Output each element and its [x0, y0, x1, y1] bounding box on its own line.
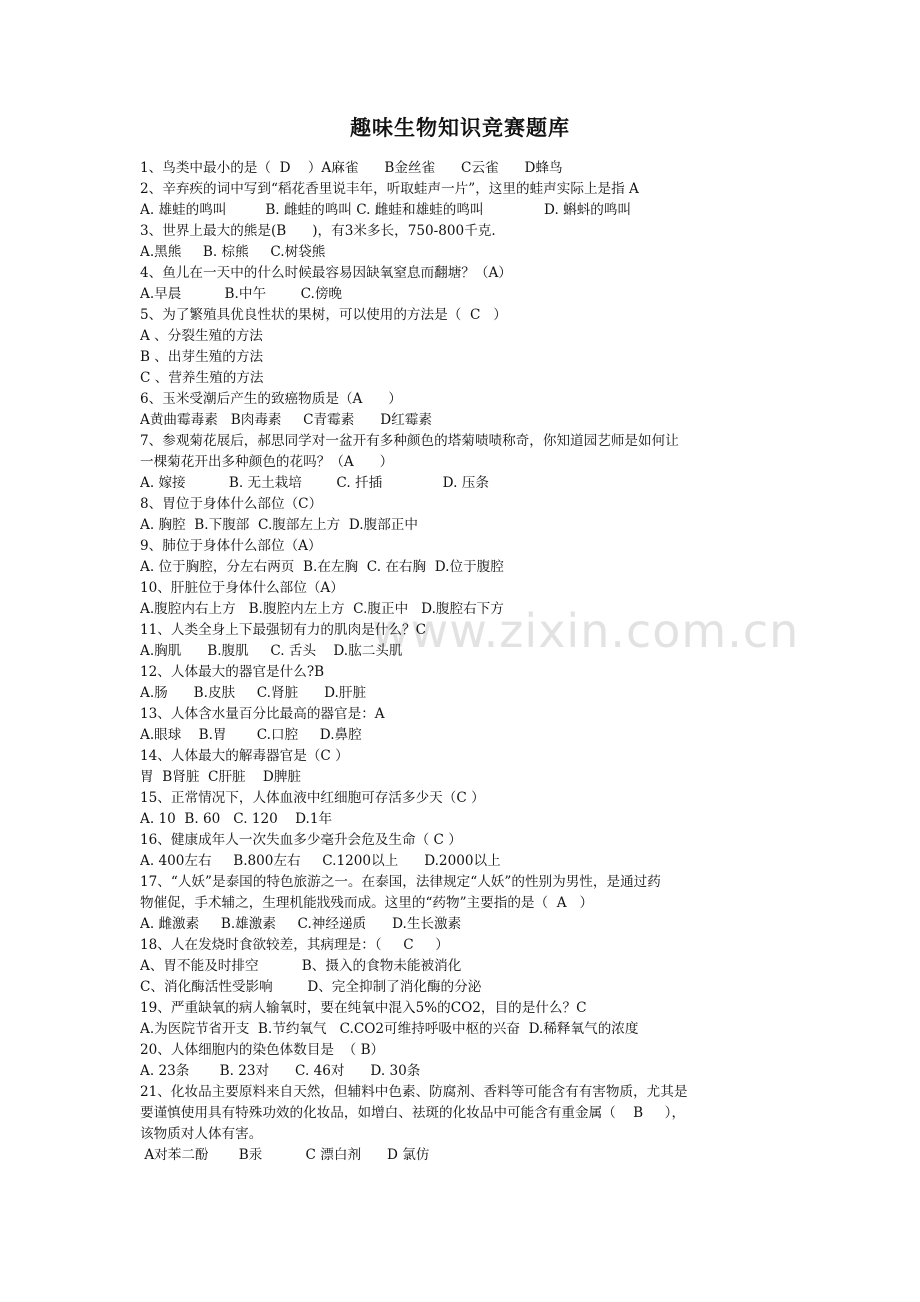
text-line: 11、人类全身上下最强韧有力的肌肉是什么？C [140, 622, 426, 638]
text-line: A、胃不能及时排空 B、摄入的食物未能被消化 [140, 958, 462, 974]
text-line: 17、“人妖”是泰国的特色旅游之一。在泰国，法律规定“人妖”的性别为男性，是通过药 [140, 874, 661, 890]
text-line: 18、人在发烧时食欲较差，其病理是：（ C ） [140, 937, 449, 953]
watermark: www.zixin.com.cn [372, 604, 800, 658]
text-line: 15、正常情况下，人体血液中红细胞可存活多少天（C ） [140, 790, 485, 806]
text-line: A. 胸腔 B.下腹部 C.腹部左上方 D.腹部正中 [140, 517, 418, 533]
text-line: 5、为了繁殖具优良性状的果树，可以使用的方法是（ C ） [140, 307, 507, 323]
text-line: A.为医院节省开支 B.节约氧气 C.CO2可维持呼吸中枢的兴奋 D.稀释氧气的浓度 [140, 1021, 639, 1037]
text-line: 10、肝脏位于身体什么部位（A） [140, 580, 344, 596]
text-line: 20、人体细胞内的染色体数目是 （ B） [140, 1042, 385, 1058]
text-line: 7、参观菊花展后，郝思同学对一盆开有多种颜色的塔菊啧啧称奇，你知道园艺师是如何让 [140, 433, 679, 449]
text-line: A 、分裂生殖的方法 [140, 328, 263, 344]
text-line: 6、玉米受潮后产生的致癌物质是（A ） [140, 391, 402, 407]
text-line: 胃 B肾脏 C肝脏 D脾脏 [140, 769, 302, 785]
text-line: A黄曲霉毒素 B肉毒素 C青霉素 D红霉素 [140, 412, 432, 428]
text-line: 13、人体含水量百分比最高的器官是：A [140, 706, 385, 722]
text-line: 12、人体最大的器官是什么?B [140, 664, 325, 680]
text-line: A.腹腔内右上方 B.腹腔内左上方 C.腹正中 D.腹腔右下方 [140, 601, 504, 617]
text-line: A. 400左右 B.800左右 C.1200以上 D.2000以上 [140, 853, 501, 869]
text-line: C 、营养生殖的方法 [140, 370, 264, 386]
text-line: A. 雄蛙的鸣叫 B. 雌蛙的鸣叫 C. 雌蛙和雄蛙的鸣叫 D. 蝌蚪的鸣叫 [140, 202, 632, 218]
text-line: A.早晨 B.中午 C.傍晚 [140, 286, 343, 302]
text-line: 要谨慎使用具有特殊功效的化妆品，如增白、祛斑的化妆品中可能含有重金属（ B ）， [140, 1105, 686, 1121]
text-line: 19、严重缺氧的病人输氧时，要在纯氧中混入5%的CO2，目的是什么？C [140, 1000, 587, 1016]
text-line: 1、鸟类中最小的是（ D ）A麻雀 B金丝雀 C云雀 D蜂鸟 [140, 160, 563, 176]
text-line: 3、世界上最大的熊是(B )，有3米多长，750-800千克. [140, 223, 496, 239]
text-line: 物催促，手术辅之，生理机能戕残而成。这里的“药物”主要指的是（ A ） [140, 895, 594, 911]
text-line: A.胸肌 B.腹肌 C. 舌头 D.肱二头肌 [140, 643, 403, 659]
text-line: B 、出芽生殖的方法 [140, 349, 264, 365]
text-line: C、消化酶活性受影响 D、完全抑制了消化酶的分泌 [140, 979, 482, 995]
text-line: 该物质对人体有害。 [140, 1126, 263, 1142]
text-line: A. 雌激素 B.雄激素 C.神经递质 D.生长激素 [140, 916, 462, 932]
text-line: 9、肺位于身体什么部位（A） [140, 538, 322, 554]
text-line: A.黑熊 B. 棕熊 C.树袋熊 [140, 244, 326, 260]
text-line: 14、人体最大的解毒器官是（C ） [140, 748, 349, 764]
text-line: A对苯二酚 B汞 C 漂白剂 D 氯仿 [140, 1147, 430, 1163]
text-line: A. 位于胸腔，分左右两页 B.在左胸 C. 在右胸 D.位于腹腔 [140, 559, 504, 575]
text-line: 一棵菊花开出多种颜色的花吗？（A ） [140, 454, 394, 470]
text-line: A.肠 B.皮肤 C.肾脏 D.肝脏 [140, 685, 367, 701]
text-line: 8、胃位于身体什么部位（C） [140, 496, 323, 512]
text-line: 4、鱼儿在一天中的什么时候最容易因缺氧窒息而翻塘？（A） [140, 265, 512, 281]
text-line: A. 嫁接 B. 无土栽培 C. 扦插 D. 压条 [140, 475, 489, 491]
text-line: A. 23条 B. 23对 C. 46对 D. 30条 [140, 1063, 421, 1079]
text-line: 21、化妆品主要原料来自天然，但辅料中色素、防腐剂、香料等可能含有有害物质，尤其是 [140, 1084, 688, 1100]
text-line: A.眼球 B.胃 C.口腔 D.鼻腔 [140, 727, 362, 743]
text-line: A. 10 B. 60 C. 120 D.1年 [140, 811, 333, 827]
question-list [140, 158, 788, 1166]
text-line: 2、辛弃疾的词中写到“稻花香里说丰年，听取蛙声一片”，这里的蛙声实际上是指 A [140, 181, 639, 197]
document-title: 趣味生物知识竞赛题库 [350, 116, 570, 140]
text-line: 16、健康成年人一次失血多少毫升会危及生命（ C ） [140, 832, 462, 848]
